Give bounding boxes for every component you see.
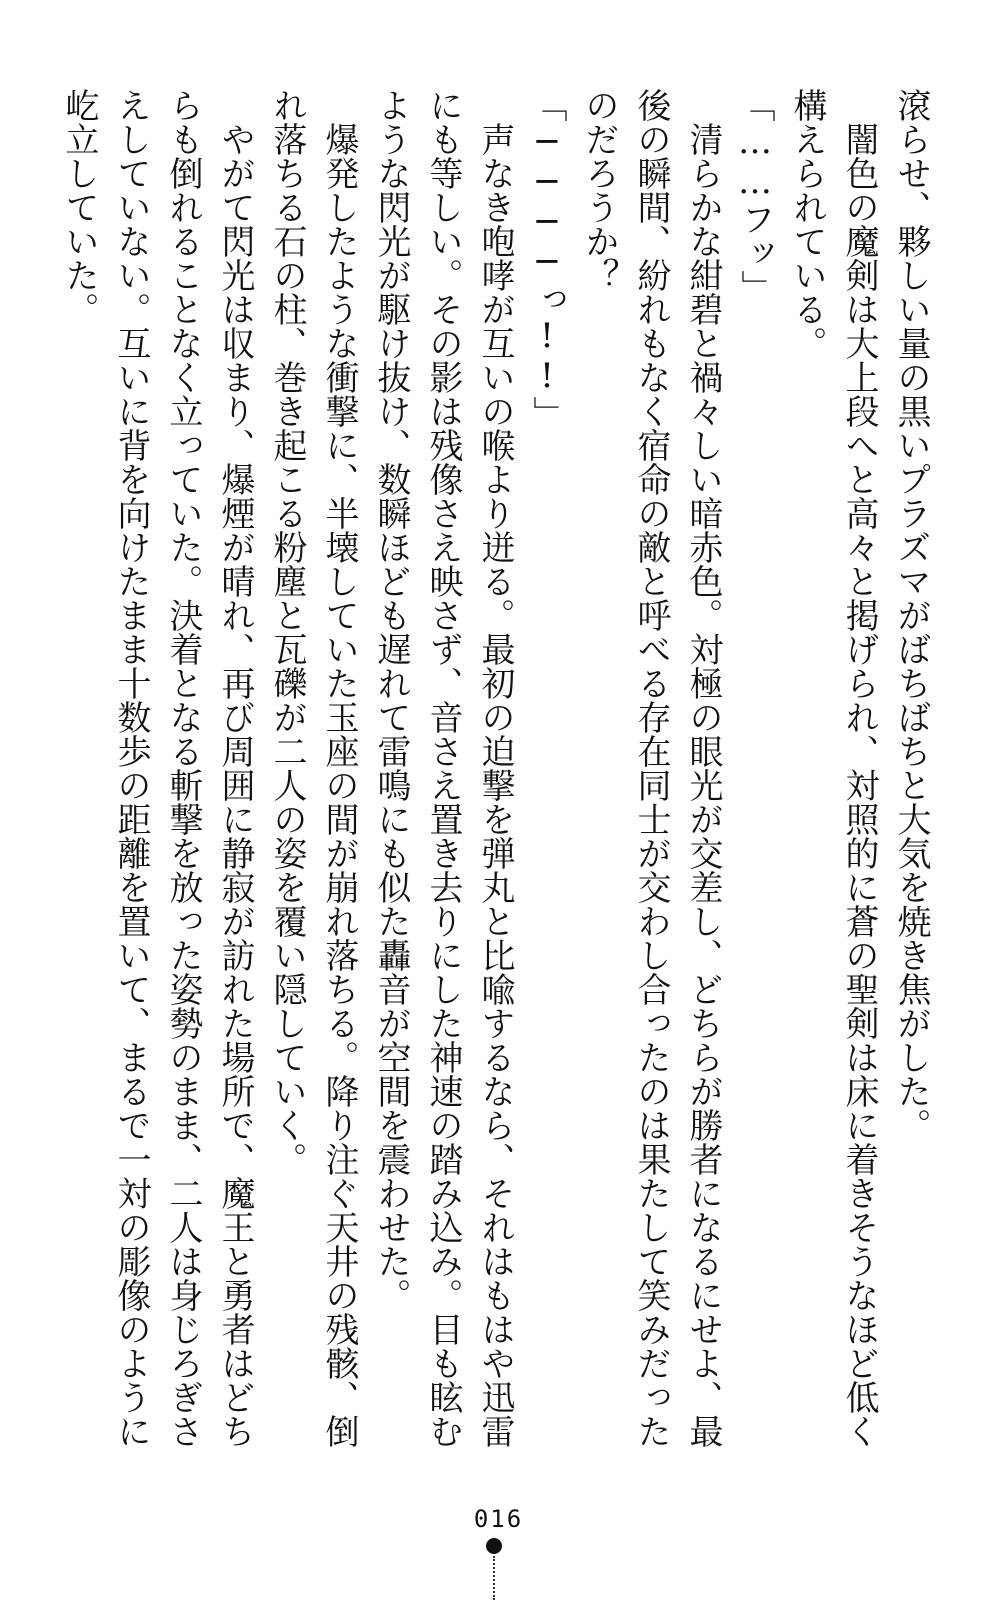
dialogue-line: 「────っ!!」 — [527, 88, 567, 430]
page-marker-dot — [486, 1538, 502, 1554]
text-line: らも倒れることなく立っていた。決着となる斬撃を放った姿勢のまま、二人は身じろぎさ — [163, 88, 203, 1448]
text-line: 清らかな紺碧と禍々しい暗赤色。対極の眼光が交差し、どちらが勝者になるにせよ、最 — [683, 88, 723, 1448]
text-line: 構えられている。 — [787, 88, 827, 360]
page-number: 016 — [473, 1505, 524, 1533]
dialogue-line: 「……フッ」 — [735, 88, 775, 304]
text-line: 滾らせ、夥しい量の黒いプラズマがばちばちと大気を焼き焦がした。 — [891, 88, 931, 1142]
text-line: れ落ちる石の柱、巻き起こる粉塵と瓦礫が二人の姿を覆い隠していく。 — [267, 88, 307, 1176]
text-line: 屹立していた。 — [59, 88, 99, 326]
text-line: 後の瞬間、紛れもなく宿命の敵と呼べる存在同士が交わし合ったのは果たして笑みだった — [631, 88, 671, 1448]
page-marker-line — [493, 1556, 495, 1600]
text-line: やがて閃光は収まり、爆煙が晴れ、再び周囲に静寂が訪れた場所で、魔王と勇者はどち — [215, 88, 255, 1448]
text-line: えしていない。互いに背を向けたまま十数歩の距離を置いて、まるで一対の彫像のように — [111, 88, 151, 1448]
page-footer — [0, 1505, 997, 1533]
text-line: 爆発したような衝撃に、半壊していた玉座の間が崩れ落ちる。降り注ぐ天井の残骸、倒 — [319, 88, 359, 1448]
text-line: ような閃光が駆け抜け、数瞬ほども遅れて雷鳴にも似た轟音が空間を震わせた。 — [371, 88, 411, 1312]
text-line: にも等しい。その影は残像さえ映さず、音さえ置き去りにした神速の踏み込み。目も眩む — [423, 88, 463, 1448]
text-line: 声なき咆哮が互いの喉より迸る。最初の迫撃を弾丸と比喩するなら、それはもはや迅雷 — [475, 88, 515, 1448]
vertical-text-block — [57, 88, 937, 1468]
text-line: 闇色の魔剣は大上段へと高々と掲げられ、対照的に蒼の聖剣は床に着きそうなほど低く — [839, 88, 879, 1448]
text-line: のだろうか？ — [579, 88, 619, 292]
